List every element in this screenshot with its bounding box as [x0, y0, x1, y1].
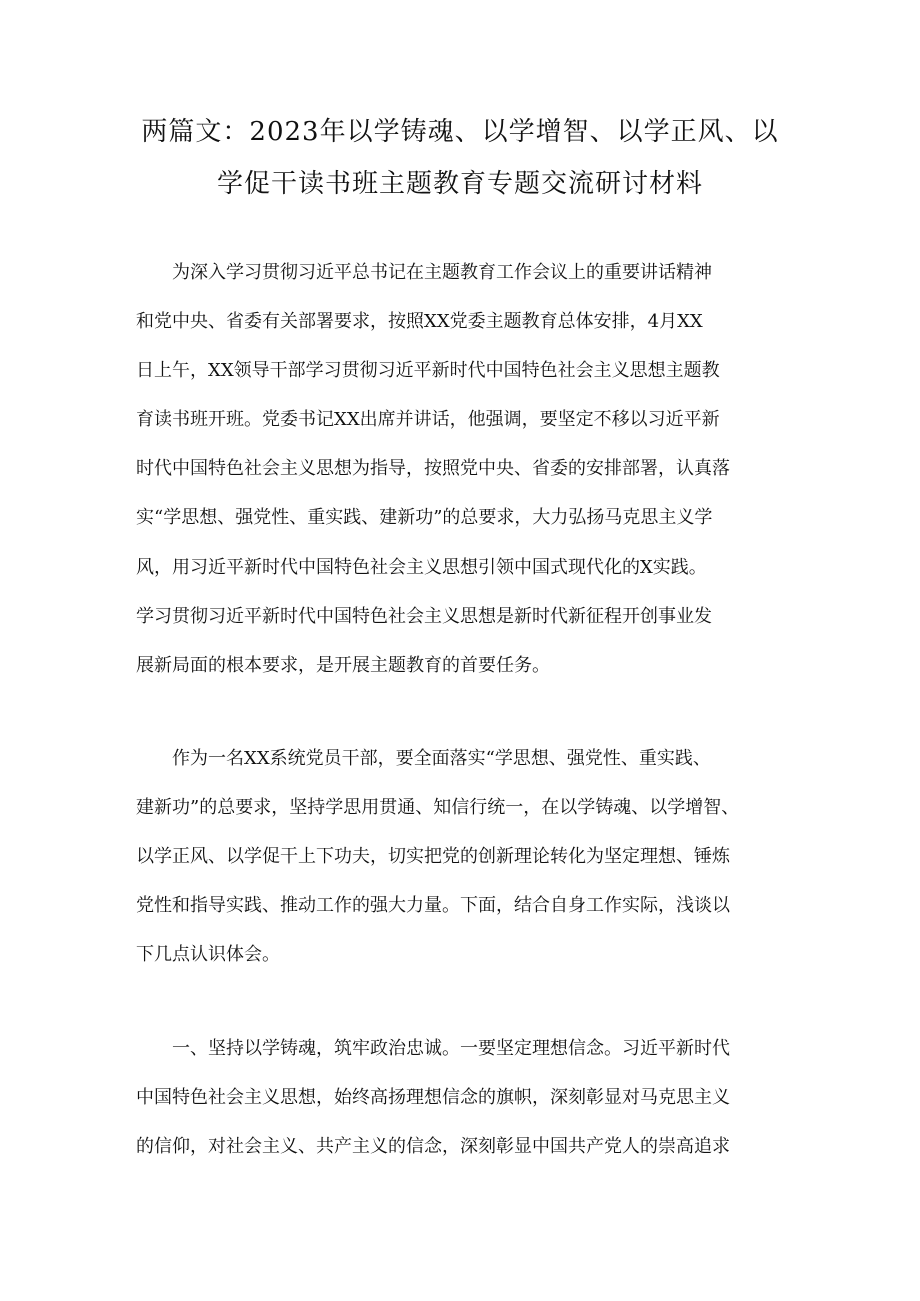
paragraph-line: 时代中国特色社会主义思想为指导，按照党中央、省委的安排部署，认真落 — [136, 458, 730, 480]
paragraph-section-one — [136, 1024, 796, 1171]
paragraph-line: 党性和指导实践、推动工作的强大力量。下面，结合自身工作实际，浅谈以 — [136, 895, 730, 917]
paragraph-line: 中国特色社会主义思想，始终高扬理想信念的旗帜，深刻彰显对马克思主义 — [136, 1087, 730, 1109]
title-line: 两篇文：2023年以学铸魂、以学增智、以学正风、以 — [141, 117, 779, 147]
paragraph-requirements — [136, 734, 796, 979]
document-title — [120, 106, 800, 210]
paragraph-line: 下几点认识体会。 — [136, 944, 280, 966]
paragraph-line: 为深入学习贯彻习近平总书记在主题教育工作会议上的重要讲话精神 — [172, 262, 712, 283]
paragraph-line: 和党中央、省委有关部署要求，按照XX党委主题教育总体安排，4月XX — [136, 311, 703, 333]
paragraph-line: 一、坚持以学铸魂，筑牢政治忠诚。一要坚定理想信念。习近平新时代 — [172, 1038, 730, 1059]
paragraph-line: 作为一名XX系统党员干部，要全面落实“学思想、强党性、重实践、 — [172, 748, 711, 769]
paragraph-intro — [136, 248, 796, 690]
paragraph-line: 育读书班开班。党委书记XX出席并讲话，他强调，要坚定不移以习近平新 — [136, 409, 720, 431]
title-line: 学促干读书班主题教育专题交流研讨材料 — [216, 169, 703, 199]
paragraph-line: 学习贯彻习近平新时代中国特色社会主义思想是新时代新征程开创事业发 — [136, 605, 712, 627]
paragraph-line: 以学正风、以学促干上下功夫，切实把党的创新理论转化为坚定理想、锤炼 — [136, 846, 730, 868]
paragraph-line: 风，用习近平新时代中国特色社会主义思想引领中国式现代化的X实践。 — [136, 556, 707, 578]
paragraph-line: 建新功”的总要求，坚持学思用贯通、知信行统一，在以学铸魂、以学增智、 — [136, 797, 740, 819]
paragraph-line: 实“学思想、强党性、重实践、建新功”的总要求，大力弘扬马克思主义学 — [136, 507, 713, 529]
paragraph-line: 日上午，XX领导干部学习贯彻习近平新时代中国特色社会主义思想主题教 — [136, 360, 720, 382]
paragraph-line: 展新局面的根本要求，是开展主题教育的首要任务。 — [136, 654, 550, 676]
paragraph-line: 的信仰，对社会主义、共产主义的信念，深刻彰显中国共产党人的崇高追求 — [136, 1136, 730, 1158]
